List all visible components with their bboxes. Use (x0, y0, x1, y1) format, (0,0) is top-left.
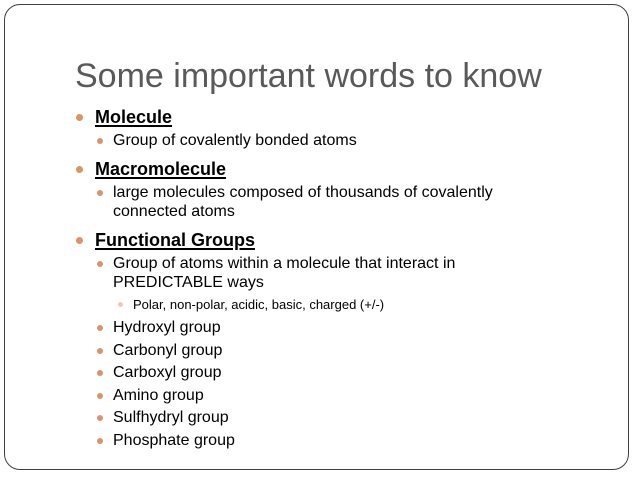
list-item-text: large molecules composed of thousands of covalently connected atoms (113, 184, 493, 220)
list-item-text: Functional Groups (95, 230, 255, 250)
bullet-icon (97, 370, 103, 376)
bullet-icon (118, 302, 123, 307)
list-item (75, 431, 545, 450)
list-item-text: Hydroxyl group (113, 319, 221, 336)
list-item (75, 386, 545, 405)
bullet-icon (97, 348, 103, 354)
bullet-icon (97, 261, 103, 267)
list-item-text: Polar, non-polar, acidic, basic, charged (+/-) (133, 297, 385, 312)
list-item-text: Group of atoms within a molecule that interact in PREDICTABLE ways (113, 255, 456, 291)
list-item-text: Group of covalently bonded atoms (113, 132, 357, 149)
list-item-text: Carbonyl group (113, 341, 223, 359)
bullet-icon (97, 438, 103, 444)
slide-title: Some important words to know (75, 57, 542, 95)
slide-frame (4, 4, 629, 470)
bullet-icon (76, 237, 83, 244)
list-item (75, 296, 545, 313)
list-item-text: Macromolecule (95, 159, 227, 179)
bullet-list (75, 106, 545, 450)
list-item (75, 229, 545, 251)
list-item (75, 254, 545, 292)
bullet-icon (97, 138, 103, 144)
bullet-icon (97, 393, 103, 399)
bullet-icon (97, 325, 103, 331)
list-item (75, 318, 545, 337)
bullet-icon (76, 114, 83, 121)
list-item-text: Molecule (95, 107, 173, 127)
list-item (75, 158, 545, 180)
list-item-text: Phosphate group (113, 431, 235, 449)
list-item (75, 341, 545, 360)
list-item (75, 363, 545, 382)
list-item (75, 131, 545, 150)
list-item-text: Sulfhydryl group (113, 409, 229, 426)
list-item (75, 408, 545, 427)
bullet-icon (97, 415, 103, 421)
list-item (75, 106, 545, 128)
list-item-text: Amino group (113, 386, 204, 404)
list-item-text: Carboxyl group (113, 364, 222, 381)
bullet-icon (97, 190, 103, 196)
list-item (75, 183, 545, 221)
bullet-icon (76, 166, 83, 173)
